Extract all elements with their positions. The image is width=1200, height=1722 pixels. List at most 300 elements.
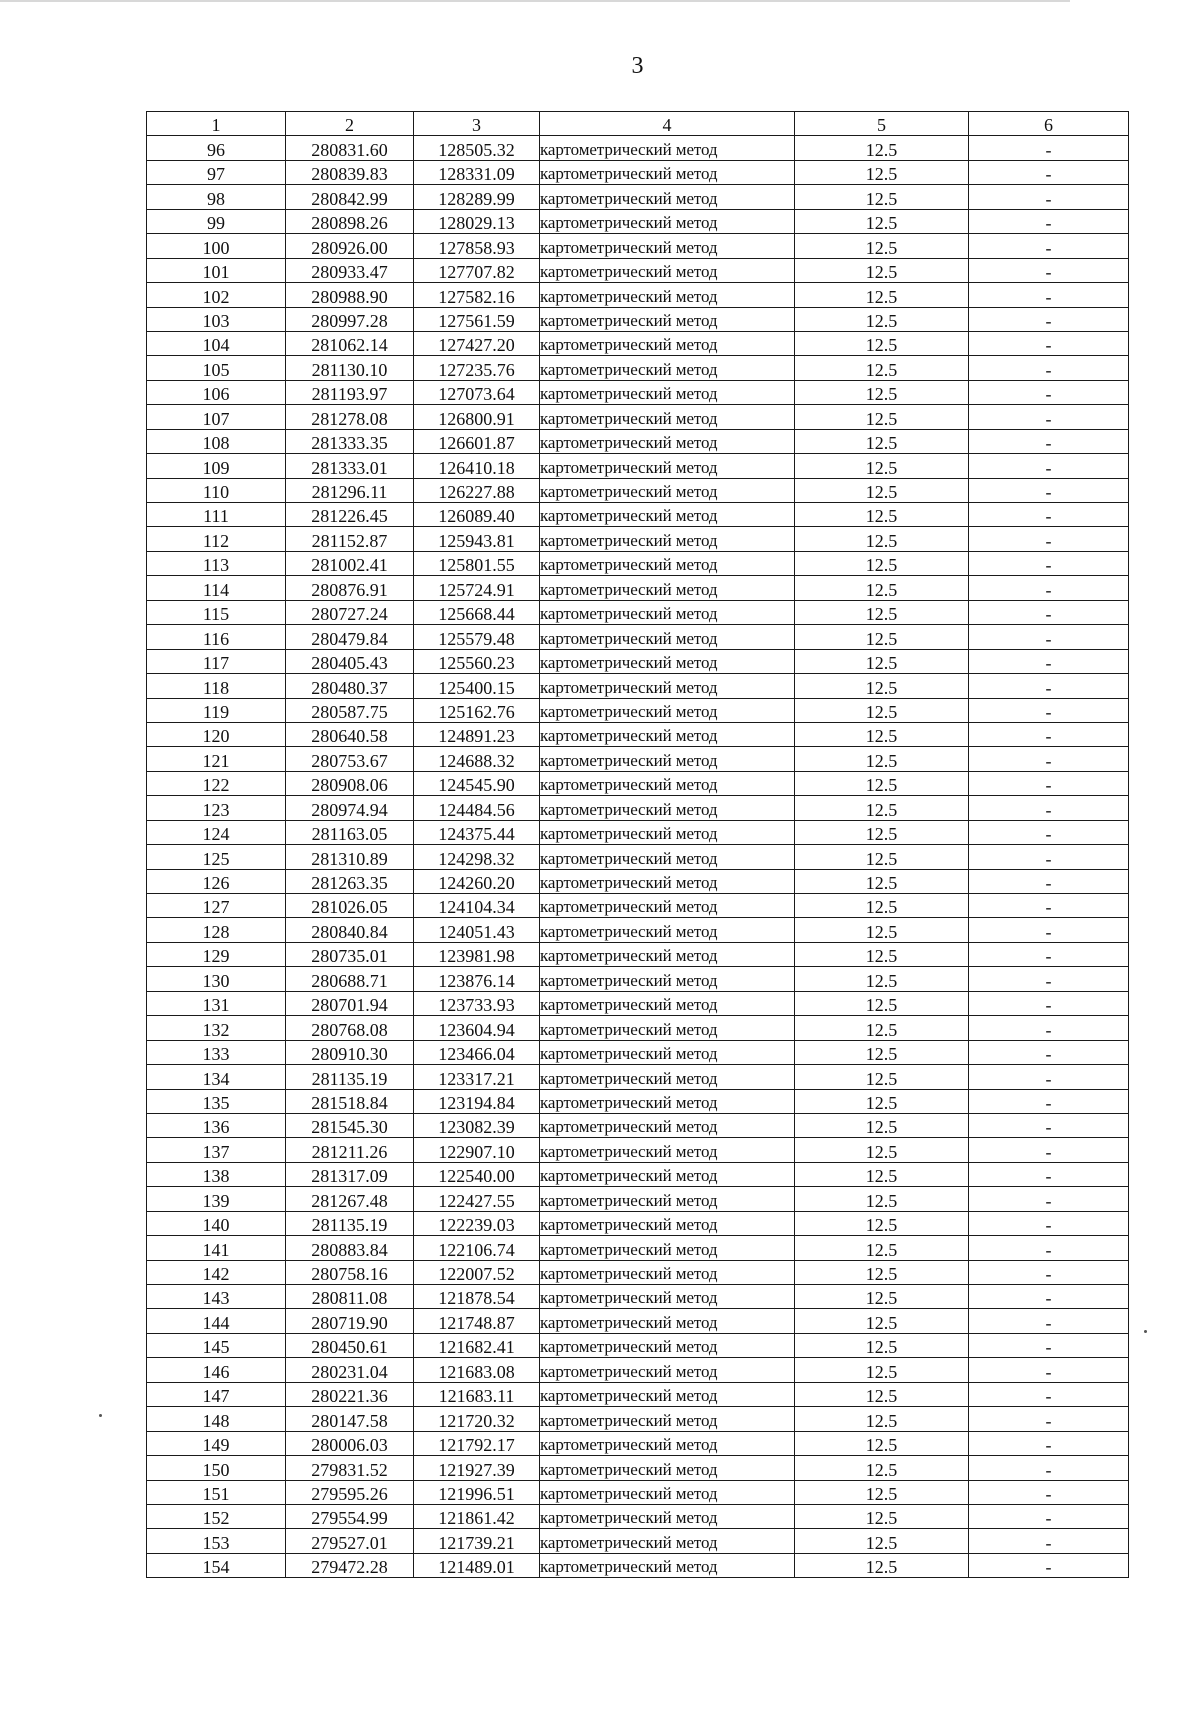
note-cell: - [969, 747, 1129, 771]
y-coordinate-cell: 123194.84 [414, 1089, 540, 1113]
y-coordinate-cell: 121861.42 [414, 1504, 540, 1528]
method-cell: картометрический метод [540, 1236, 795, 1260]
x-coordinate-cell: 281333.01 [286, 454, 414, 478]
note-cell: - [969, 1065, 1129, 1089]
method-cell: картометрический метод [540, 1211, 795, 1235]
method-cell: картометрический метод [540, 160, 795, 184]
point-number-cell: 125 [147, 845, 286, 869]
method-cell: картометрический метод [540, 1260, 795, 1284]
point-number-cell: 117 [147, 649, 286, 673]
table-row [147, 649, 1129, 673]
y-coordinate-cell: 125560.23 [414, 649, 540, 673]
note-cell: - [969, 1553, 1129, 1577]
y-coordinate-cell: 127858.93 [414, 234, 540, 258]
method-cell: картометрический метод [540, 283, 795, 307]
accuracy-cell: 12.5 [795, 1553, 969, 1577]
x-coordinate-cell: 281226.45 [286, 503, 414, 527]
table-row [147, 1456, 1129, 1480]
note-cell: - [969, 894, 1129, 918]
x-coordinate-cell: 280908.06 [286, 771, 414, 795]
x-coordinate-cell: 280405.43 [286, 649, 414, 673]
table-row [147, 1113, 1129, 1137]
x-coordinate-cell: 280883.84 [286, 1236, 414, 1260]
x-coordinate-cell: 281062.14 [286, 331, 414, 355]
note-cell: - [969, 160, 1129, 184]
point-number-cell: 97 [147, 160, 286, 184]
table-row [147, 429, 1129, 453]
accuracy-cell: 12.5 [795, 209, 969, 233]
method-cell: картометрический метод [540, 429, 795, 453]
table-row [147, 576, 1129, 600]
x-coordinate-cell: 280727.24 [286, 600, 414, 624]
accuracy-cell: 12.5 [795, 845, 969, 869]
accuracy-cell: 12.5 [795, 918, 969, 942]
accuracy-cell: 12.5 [795, 1187, 969, 1211]
accuracy-cell: 12.5 [795, 1456, 969, 1480]
x-coordinate-cell: 280910.30 [286, 1040, 414, 1064]
method-cell: картометрический метод [540, 747, 795, 771]
note-cell: - [969, 1236, 1129, 1260]
x-coordinate-cell: 280701.94 [286, 991, 414, 1015]
method-cell: картометрический метод [540, 527, 795, 551]
column-header: 1 [147, 112, 286, 136]
table-row [147, 1138, 1129, 1162]
note-cell: - [969, 796, 1129, 820]
table-row [147, 1309, 1129, 1333]
x-coordinate-cell: 280974.94 [286, 796, 414, 820]
accuracy-cell: 12.5 [795, 576, 969, 600]
y-coordinate-cell: 128029.13 [414, 209, 540, 233]
accuracy-cell: 12.5 [795, 136, 969, 160]
y-coordinate-cell: 121720.32 [414, 1407, 540, 1431]
table-row [147, 625, 1129, 649]
point-number-cell: 130 [147, 967, 286, 991]
column-header: 5 [795, 112, 969, 136]
y-coordinate-cell: 128331.09 [414, 160, 540, 184]
y-coordinate-cell: 122007.52 [414, 1260, 540, 1284]
x-coordinate-cell: 280688.71 [286, 967, 414, 991]
y-coordinate-cell: 123733.93 [414, 991, 540, 1015]
method-cell: картометрический метод [540, 551, 795, 575]
accuracy-cell: 12.5 [795, 1480, 969, 1504]
table-row [147, 380, 1129, 404]
y-coordinate-cell: 126410.18 [414, 454, 540, 478]
note-cell: - [969, 1407, 1129, 1431]
note-cell: - [969, 307, 1129, 331]
point-number-cell: 149 [147, 1431, 286, 1455]
note-cell: - [969, 429, 1129, 453]
point-number-cell: 126 [147, 869, 286, 893]
table-row [147, 1382, 1129, 1406]
x-coordinate-cell: 280840.84 [286, 918, 414, 942]
method-cell: картометрический метод [540, 1358, 795, 1382]
method-cell: картометрический метод [540, 576, 795, 600]
method-cell: картометрический метод [540, 1016, 795, 1040]
note-cell: - [969, 967, 1129, 991]
y-coordinate-cell: 123317.21 [414, 1065, 540, 1089]
table-row [147, 771, 1129, 795]
y-coordinate-cell: 126601.87 [414, 429, 540, 453]
point-number-cell: 147 [147, 1382, 286, 1406]
accuracy-cell: 12.5 [795, 1333, 969, 1357]
point-number-cell: 142 [147, 1260, 286, 1284]
note-cell: - [969, 771, 1129, 795]
note-cell: - [969, 258, 1129, 282]
y-coordinate-cell: 127235.76 [414, 356, 540, 380]
x-coordinate-cell: 281211.26 [286, 1138, 414, 1162]
table-row [147, 307, 1129, 331]
accuracy-cell: 12.5 [795, 869, 969, 893]
accuracy-cell: 12.5 [795, 1016, 969, 1040]
table-row [147, 942, 1129, 966]
table-row [147, 1285, 1129, 1309]
y-coordinate-cell: 121748.87 [414, 1309, 540, 1333]
method-cell: картометрический метод [540, 942, 795, 966]
note-cell: - [969, 1089, 1129, 1113]
x-coordinate-cell: 281135.19 [286, 1065, 414, 1089]
y-coordinate-cell: 121927.39 [414, 1456, 540, 1480]
accuracy-cell: 12.5 [795, 771, 969, 795]
accuracy-cell: 12.5 [795, 454, 969, 478]
method-cell: картометрический метод [540, 796, 795, 820]
x-coordinate-cell: 281163.05 [286, 820, 414, 844]
note-cell: - [969, 1187, 1129, 1211]
table-row [147, 1529, 1129, 1553]
table-row [147, 1431, 1129, 1455]
x-coordinate-cell: 280450.61 [286, 1333, 414, 1357]
point-number-cell: 128 [147, 918, 286, 942]
point-number-cell: 115 [147, 600, 286, 624]
method-cell: картометрический метод [540, 1504, 795, 1528]
y-coordinate-cell: 127582.16 [414, 283, 540, 307]
point-number-cell: 100 [147, 234, 286, 258]
x-coordinate-cell: 281026.05 [286, 894, 414, 918]
note-cell: - [969, 625, 1129, 649]
method-cell: картометрический метод [540, 845, 795, 869]
table-row [147, 234, 1129, 258]
point-number-cell: 109 [147, 454, 286, 478]
method-cell: картометрический метод [540, 478, 795, 502]
accuracy-cell: 12.5 [795, 1358, 969, 1382]
note-cell: - [969, 1456, 1129, 1480]
point-number-cell: 112 [147, 527, 286, 551]
accuracy-cell: 12.5 [795, 1285, 969, 1309]
note-cell: - [969, 845, 1129, 869]
table-row [147, 869, 1129, 893]
note-cell: - [969, 1016, 1129, 1040]
y-coordinate-cell: 124484.56 [414, 796, 540, 820]
accuracy-cell: 12.5 [795, 1504, 969, 1528]
y-coordinate-cell: 124298.32 [414, 845, 540, 869]
x-coordinate-cell: 281130.10 [286, 356, 414, 380]
point-number-cell: 146 [147, 1358, 286, 1382]
x-coordinate-cell: 280587.75 [286, 698, 414, 722]
point-number-cell: 154 [147, 1553, 286, 1577]
accuracy-cell: 12.5 [795, 1089, 969, 1113]
x-coordinate-cell: 281193.97 [286, 380, 414, 404]
point-number-cell: 133 [147, 1040, 286, 1064]
note-cell: - [969, 503, 1129, 527]
point-number-cell: 132 [147, 1016, 286, 1040]
point-number-cell: 139 [147, 1187, 286, 1211]
note-cell: - [969, 1138, 1129, 1162]
point-number-cell: 118 [147, 674, 286, 698]
accuracy-cell: 12.5 [795, 234, 969, 258]
accuracy-cell: 12.5 [795, 894, 969, 918]
note-cell: - [969, 1333, 1129, 1357]
note-cell: - [969, 331, 1129, 355]
method-cell: картометрический метод [540, 405, 795, 429]
y-coordinate-cell: 125801.55 [414, 551, 540, 575]
x-coordinate-cell: 280839.83 [286, 160, 414, 184]
accuracy-cell: 12.5 [795, 674, 969, 698]
note-cell: - [969, 1285, 1129, 1309]
accuracy-cell: 12.5 [795, 1309, 969, 1333]
scan-speck [1144, 1330, 1147, 1333]
coordinates-table [146, 111, 1129, 1578]
table-row [147, 967, 1129, 991]
note-cell: - [969, 380, 1129, 404]
method-cell: картометрический метод [540, 185, 795, 209]
point-number-cell: 136 [147, 1113, 286, 1137]
point-number-cell: 103 [147, 307, 286, 331]
point-number-cell: 104 [147, 331, 286, 355]
accuracy-cell: 12.5 [795, 1529, 969, 1553]
y-coordinate-cell: 122106.74 [414, 1236, 540, 1260]
point-number-cell: 98 [147, 185, 286, 209]
method-cell: картометрический метод [540, 991, 795, 1015]
method-cell: картометрический метод [540, 674, 795, 698]
method-cell: картометрический метод [540, 1309, 795, 1333]
note-cell: - [969, 1309, 1129, 1333]
note-cell: - [969, 283, 1129, 307]
y-coordinate-cell: 124891.23 [414, 722, 540, 746]
point-number-cell: 106 [147, 380, 286, 404]
x-coordinate-cell: 280758.16 [286, 1260, 414, 1284]
y-coordinate-cell: 128289.99 [414, 185, 540, 209]
table-row [147, 1016, 1129, 1040]
table-row [147, 600, 1129, 624]
y-coordinate-cell: 124051.43 [414, 918, 540, 942]
table-row [147, 1553, 1129, 1577]
point-number-cell: 153 [147, 1529, 286, 1553]
x-coordinate-cell: 280926.00 [286, 234, 414, 258]
table-row [147, 1504, 1129, 1528]
accuracy-cell: 12.5 [795, 307, 969, 331]
note-cell: - [969, 991, 1129, 1015]
table-row [147, 820, 1129, 844]
accuracy-cell: 12.5 [795, 356, 969, 380]
column-header: 3 [414, 112, 540, 136]
x-coordinate-cell: 280147.58 [286, 1407, 414, 1431]
point-number-cell: 102 [147, 283, 286, 307]
x-coordinate-cell: 280735.01 [286, 942, 414, 966]
accuracy-cell: 12.5 [795, 967, 969, 991]
method-cell: картометрический метод [540, 503, 795, 527]
point-number-cell: 145 [147, 1333, 286, 1357]
method-cell: картометрический метод [540, 894, 795, 918]
y-coordinate-cell: 121996.51 [414, 1480, 540, 1504]
method-cell: картометрический метод [540, 698, 795, 722]
table-row [147, 674, 1129, 698]
x-coordinate-cell: 280997.28 [286, 307, 414, 331]
x-coordinate-cell: 281135.19 [286, 1211, 414, 1235]
y-coordinate-cell: 121739.21 [414, 1529, 540, 1553]
method-cell: картометрический метод [540, 1065, 795, 1089]
table-row [147, 331, 1129, 355]
table-row [147, 454, 1129, 478]
method-cell: картометрический метод [540, 1138, 795, 1162]
x-coordinate-cell: 280898.26 [286, 209, 414, 233]
accuracy-cell: 12.5 [795, 1431, 969, 1455]
point-number-cell: 114 [147, 576, 286, 600]
point-number-cell: 107 [147, 405, 286, 429]
method-cell: картометрический метод [540, 1529, 795, 1553]
point-number-cell: 134 [147, 1065, 286, 1089]
note-cell: - [969, 869, 1129, 893]
method-cell: картометрический метод [540, 1456, 795, 1480]
y-coordinate-cell: 125668.44 [414, 600, 540, 624]
accuracy-cell: 12.5 [795, 1260, 969, 1284]
table-row [147, 405, 1129, 429]
note-cell: - [969, 1431, 1129, 1455]
x-coordinate-cell: 280842.99 [286, 185, 414, 209]
note-cell: - [969, 478, 1129, 502]
method-cell: картометрический метод [540, 307, 795, 331]
x-coordinate-cell: 279472.28 [286, 1553, 414, 1577]
accuracy-cell: 12.5 [795, 160, 969, 184]
method-cell: картометрический метод [540, 1382, 795, 1406]
method-cell: картометрический метод [540, 722, 795, 746]
point-number-cell: 141 [147, 1236, 286, 1260]
note-cell: - [969, 649, 1129, 673]
point-number-cell: 131 [147, 991, 286, 1015]
y-coordinate-cell: 123876.14 [414, 967, 540, 991]
table-row [147, 698, 1129, 722]
note-cell: - [969, 722, 1129, 746]
accuracy-cell: 12.5 [795, 820, 969, 844]
y-coordinate-cell: 126800.91 [414, 405, 540, 429]
x-coordinate-cell: 280640.58 [286, 722, 414, 746]
x-coordinate-cell: 281267.48 [286, 1187, 414, 1211]
note-cell: - [969, 942, 1129, 966]
accuracy-cell: 12.5 [795, 1040, 969, 1064]
note-cell: - [969, 1260, 1129, 1284]
point-number-cell: 110 [147, 478, 286, 502]
method-cell: картометрический метод [540, 454, 795, 478]
method-cell: картометрический метод [540, 1431, 795, 1455]
method-cell: картометрический метод [540, 136, 795, 160]
note-cell: - [969, 1040, 1129, 1064]
y-coordinate-cell: 122427.55 [414, 1187, 540, 1211]
y-coordinate-cell: 124260.20 [414, 869, 540, 893]
point-number-cell: 137 [147, 1138, 286, 1162]
x-coordinate-cell: 281518.84 [286, 1089, 414, 1113]
accuracy-cell: 12.5 [795, 380, 969, 404]
method-cell: картометрический метод [540, 380, 795, 404]
x-coordinate-cell: 281333.35 [286, 429, 414, 453]
accuracy-cell: 12.5 [795, 1065, 969, 1089]
table-header-row [147, 112, 1129, 136]
table-body [147, 136, 1129, 1578]
y-coordinate-cell: 121683.08 [414, 1358, 540, 1382]
table-row [147, 796, 1129, 820]
point-number-cell: 96 [147, 136, 286, 160]
point-number-cell: 127 [147, 894, 286, 918]
point-number-cell: 135 [147, 1089, 286, 1113]
table-row [147, 551, 1129, 575]
y-coordinate-cell: 126227.88 [414, 478, 540, 502]
x-coordinate-cell: 280753.67 [286, 747, 414, 771]
method-cell: картометрический метод [540, 1113, 795, 1137]
y-coordinate-cell: 122239.03 [414, 1211, 540, 1235]
column-header: 4 [540, 112, 795, 136]
method-cell: картометрический метод [540, 869, 795, 893]
scan-speck [99, 1414, 102, 1417]
x-coordinate-cell: 280221.36 [286, 1382, 414, 1406]
method-cell: картометрический метод [540, 1187, 795, 1211]
method-cell: картометрический метод [540, 234, 795, 258]
note-cell: - [969, 1529, 1129, 1553]
x-coordinate-cell: 280719.90 [286, 1309, 414, 1333]
y-coordinate-cell: 125162.76 [414, 698, 540, 722]
x-coordinate-cell: 281296.11 [286, 478, 414, 502]
x-coordinate-cell: 281263.35 [286, 869, 414, 893]
method-cell: картометрический метод [540, 209, 795, 233]
y-coordinate-cell: 127073.64 [414, 380, 540, 404]
note-cell: - [969, 1480, 1129, 1504]
table-row [147, 503, 1129, 527]
accuracy-cell: 12.5 [795, 722, 969, 746]
table-row [147, 1260, 1129, 1284]
method-cell: картометрический метод [540, 1285, 795, 1309]
accuracy-cell: 12.5 [795, 1236, 969, 1260]
table-row [147, 722, 1129, 746]
y-coordinate-cell: 121792.17 [414, 1431, 540, 1455]
accuracy-cell: 12.5 [795, 405, 969, 429]
y-coordinate-cell: 124688.32 [414, 747, 540, 771]
table-row [147, 845, 1129, 869]
y-coordinate-cell: 127561.59 [414, 307, 540, 331]
x-coordinate-cell: 280768.08 [286, 1016, 414, 1040]
x-coordinate-cell: 280006.03 [286, 1431, 414, 1455]
x-coordinate-cell: 281310.89 [286, 845, 414, 869]
accuracy-cell: 12.5 [795, 551, 969, 575]
y-coordinate-cell: 124545.90 [414, 771, 540, 795]
accuracy-cell: 12.5 [795, 283, 969, 307]
table-row [147, 478, 1129, 502]
table-row [147, 1333, 1129, 1357]
table-row [147, 1187, 1129, 1211]
method-cell: картометрический метод [540, 1040, 795, 1064]
method-cell: картометрический метод [540, 820, 795, 844]
note-cell: - [969, 454, 1129, 478]
point-number-cell: 140 [147, 1211, 286, 1235]
accuracy-cell: 12.5 [795, 527, 969, 551]
y-coordinate-cell: 121683.11 [414, 1382, 540, 1406]
note-cell: - [969, 1358, 1129, 1382]
accuracy-cell: 12.5 [795, 429, 969, 453]
y-coordinate-cell: 121489.01 [414, 1553, 540, 1577]
note-cell: - [969, 234, 1129, 258]
note-cell: - [969, 527, 1129, 551]
y-coordinate-cell: 121878.54 [414, 1285, 540, 1309]
y-coordinate-cell: 123981.98 [414, 942, 540, 966]
point-number-cell: 113 [147, 551, 286, 575]
x-coordinate-cell: 279554.99 [286, 1504, 414, 1528]
accuracy-cell: 12.5 [795, 698, 969, 722]
point-number-cell: 119 [147, 698, 286, 722]
